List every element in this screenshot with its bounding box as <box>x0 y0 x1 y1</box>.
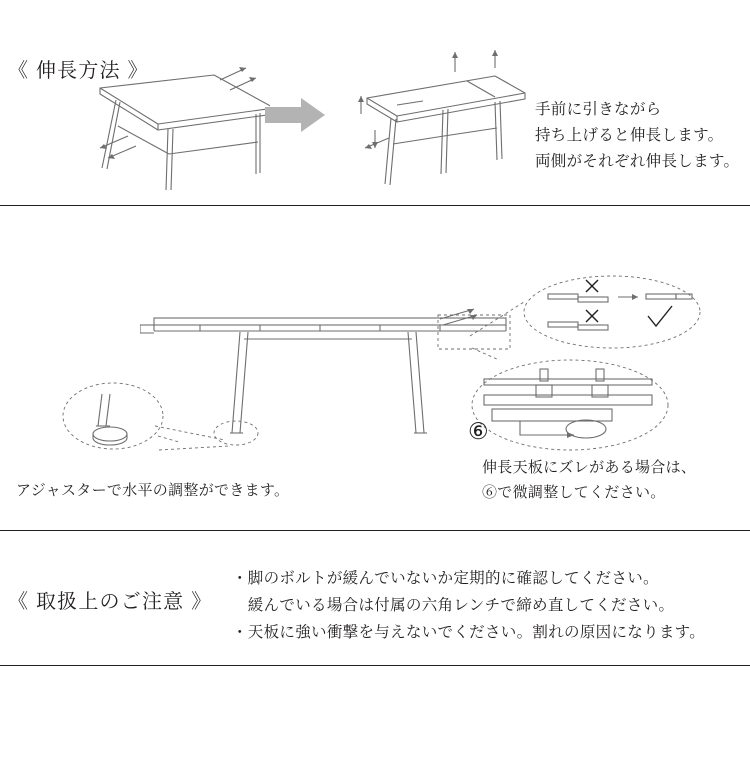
misalignment-caption-line-1: 伸長天板にズレがある場合は、 <box>482 459 697 476</box>
right-callout-connector <box>458 290 538 360</box>
step-number-6: ⑥ <box>468 418 490 444</box>
extension-description-line-2: 持ち上げると伸長します。 <box>535 127 724 144</box>
bolt-detail-callout <box>462 355 672 455</box>
adjuster-callout-connector <box>155 420 265 460</box>
table-closed-illustration <box>70 50 270 195</box>
caution-item-3: ・天板に強い衝撃を与えないでください。割れの原因になります。 <box>232 624 706 641</box>
extension-section-heading: 《 伸長方法 》 <box>8 60 149 82</box>
table-extended-illustration <box>345 48 530 196</box>
caution-item-1: ・脚のボルトが緩んでいないか定期的に確認してください。 <box>232 570 659 587</box>
misalignment-caption-line-2: ⑥で微調整してください。 <box>482 484 666 501</box>
divider-1 <box>0 205 750 206</box>
cautions-section-heading: 《 取扱上のご注意 》 <box>8 591 213 613</box>
extension-description-line-1: 手前に引きながら <box>535 101 662 118</box>
divider-3 <box>0 665 750 666</box>
adjuster-caption: アジャスターで水平の調整ができます。 <box>16 482 290 499</box>
alignment-detail-callout <box>520 272 705 352</box>
divider-2 <box>0 530 750 531</box>
right-arrow-icon <box>265 98 327 132</box>
extension-description-line-3: 両側がそれぞれ伸長します。 <box>535 153 740 170</box>
caution-item-2: 緩んでいる場合は付属の六角レンチで締め直してください。 <box>232 597 675 614</box>
